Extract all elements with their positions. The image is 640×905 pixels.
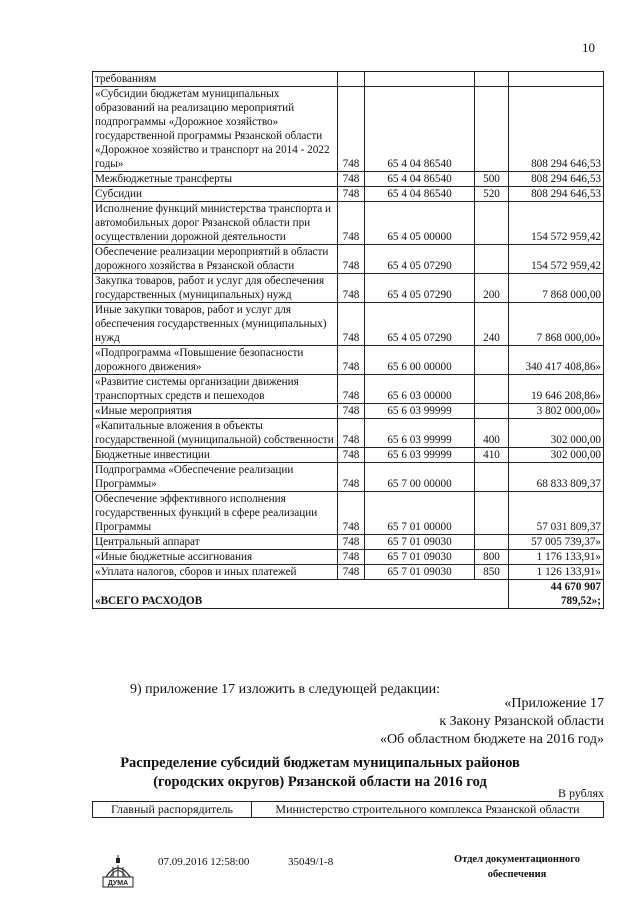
row-expense-type <box>475 404 509 419</box>
row-expense-type: 240 <box>475 303 509 346</box>
row-expense-type <box>475 202 509 245</box>
row-admin-code: 748 <box>338 535 365 550</box>
total-row <box>93 580 604 609</box>
row-amount: 808 294 646,53 <box>509 187 604 202</box>
row-name: «Субсидии бюджетам муниципальных образований на реализацию мероприятий подпрограммы «Дорожное хозяйство» государственной программы Рязанской области «Дорожное хозяйство и транспорт на 2014 - 2022 годы» <box>93 87 338 172</box>
row-name: Субсидии <box>93 187 338 202</box>
table-row <box>93 87 604 172</box>
row-admin-code: 748 <box>338 202 365 245</box>
distributor-table <box>92 801 604 818</box>
row-admin-code: 748 <box>338 448 365 463</box>
row-expense-type: 520 <box>475 187 509 202</box>
row-admin-code: 748 <box>338 187 365 202</box>
row-target-code: 65 7 00 00000 <box>365 463 475 492</box>
row-expense-type: 410 <box>475 448 509 463</box>
row-target-code: 65 7 01 09030 <box>365 550 475 565</box>
row-target-code: 65 6 00 00000 <box>365 346 475 375</box>
row-target-code: 65 4 05 07290 <box>365 274 475 303</box>
row-expense-type <box>475 72 509 87</box>
annex-law-reference: к Закону Рязанской области <box>439 714 604 729</box>
row-amount: 7 868 000,00 <box>509 274 604 303</box>
row-target-code: 65 6 03 99999 <box>365 448 475 463</box>
row-target-code: 65 4 04 86540 <box>365 87 475 172</box>
row-amount: 302 000,00 <box>509 419 604 448</box>
row-amount: 1 126 133,91» <box>509 565 604 580</box>
row-name: «Развитие системы организации движения транспортных средств и пешеходов <box>93 375 338 404</box>
row-expense-type: 850 <box>475 565 509 580</box>
table-row <box>93 448 604 463</box>
row-target-code: 65 4 05 07290 <box>365 245 475 274</box>
row-expense-type: 800 <box>475 550 509 565</box>
row-admin-code: 748 <box>338 346 365 375</box>
row-name: Закупка товаров, работ и услуг для обеспечения государственных (муниципальных) нужд <box>93 274 338 303</box>
table-row <box>93 375 604 404</box>
row-amount: 7 868 000,00» <box>509 303 604 346</box>
row-target-code: 65 4 04 86540 <box>365 172 475 187</box>
row-expense-type <box>475 87 509 172</box>
row-amount: 154 572 959,42 <box>509 245 604 274</box>
row-admin-code: 748 <box>338 172 365 187</box>
row-name: Центральный аппарат <box>93 535 338 550</box>
row-admin-code: 748 <box>338 87 365 172</box>
row-target-code: 65 4 04 86540 <box>365 187 475 202</box>
row-name: «Уплата налогов, сборов и иных платежей <box>93 565 338 580</box>
footer-department <box>442 852 592 882</box>
document-title-line-2: (городских округов) Рязанской области на 2016 год <box>153 774 487 790</box>
row-admin-code: 748 <box>338 375 365 404</box>
row-amount <box>509 72 604 87</box>
table-row <box>93 463 604 492</box>
row-expense-type <box>475 346 509 375</box>
table-row <box>93 274 604 303</box>
budget-table-body <box>93 72 604 609</box>
row-name: «Подпрограмма «Повышение безопасности дорожного движения» <box>93 346 338 375</box>
document-title-line-1: Распределение субсидий бюджетам муниципальных районов <box>120 755 520 771</box>
unit-note: В рублях <box>557 786 604 800</box>
total-label: «ВСЕГО РАСХОДОВ <box>93 580 509 609</box>
row-amount: 154 572 959,42 <box>509 202 604 245</box>
total-amount: 44 670 907 789,52»; <box>509 580 604 609</box>
table-row <box>93 303 604 346</box>
row-name: Подпрограмма «Обеспечение реализации Программы» <box>93 463 338 492</box>
row-amount: 57 031 809,37 <box>509 492 604 535</box>
row-target-code: 65 6 03 99999 <box>365 419 475 448</box>
row-target-code: 65 6 03 00000 <box>365 375 475 404</box>
row-expense-type: 500 <box>475 172 509 187</box>
row-amount: 68 833 809,37 <box>509 463 604 492</box>
row-admin-code: 748 <box>338 245 365 274</box>
row-admin-code: 748 <box>338 404 365 419</box>
table-row <box>93 72 604 87</box>
row-expense-type <box>475 492 509 535</box>
row-expense-type: 400 <box>475 419 509 448</box>
row-expense-type <box>475 375 509 404</box>
table-row <box>93 565 604 580</box>
row-target-code: 65 6 03 99999 <box>365 404 475 419</box>
footer-department-line-2: обеспечения <box>487 869 547 880</box>
distributor-value: Министерство строительного комплекса Рязанской области <box>252 802 604 818</box>
row-name: «Капитальные вложения в объекты государственной (муниципальной) собственности <box>93 419 338 448</box>
row-admin-code: 748 <box>338 492 365 535</box>
table-row <box>93 172 604 187</box>
row-target-code: 65 7 01 09030 <box>365 535 475 550</box>
table-row <box>93 404 604 419</box>
row-admin-code <box>338 72 365 87</box>
row-admin-code: 748 <box>338 463 365 492</box>
table-row <box>93 550 604 565</box>
row-amount: 302 000,00 <box>509 448 604 463</box>
row-name: Межбюджетные трансферты <box>93 172 338 187</box>
footer-document-id: 35049/1-8 <box>288 856 334 868</box>
row-name: Бюджетные инвестиции <box>93 448 338 463</box>
row-expense-type <box>475 463 509 492</box>
distributor-row <box>93 802 604 818</box>
row-name: Обеспечение эффективного исполнения государственных функций в сфере реализации Программы <box>93 492 338 535</box>
row-amount: 57 005 739,37» <box>509 535 604 550</box>
table-row <box>93 346 604 375</box>
row-expense-type: 200 <box>475 274 509 303</box>
footer-department-line-1: Отдел документационного <box>453 854 581 865</box>
emblem-text: ДУМА <box>107 880 129 887</box>
document-title <box>0 754 640 792</box>
row-name: «Иные бюджетные ассигнования <box>93 550 338 565</box>
row-expense-type <box>475 535 509 550</box>
row-target-code: 65 7 01 00000 <box>365 492 475 535</box>
table-row <box>93 535 604 550</box>
page-number: 10 <box>582 40 595 55</box>
annex-budget-reference: «Об областном бюджете на 2016 год» <box>380 732 604 747</box>
row-name: требованиям <box>93 72 338 87</box>
table-row <box>93 187 604 202</box>
row-admin-code: 748 <box>338 419 365 448</box>
budget-table <box>92 71 604 609</box>
row-name: Иные закупки товаров, работ и услуг для обеспечения государственных (муниципальных) нужд <box>93 303 338 346</box>
row-target-code <box>365 72 475 87</box>
row-target-code: 65 4 05 00000 <box>365 202 475 245</box>
row-expense-type <box>475 245 509 274</box>
row-target-code: 65 4 05 07290 <box>365 303 475 346</box>
row-amount: 808 294 646,53 <box>509 172 604 187</box>
table-row <box>93 245 604 274</box>
table-row <box>93 202 604 245</box>
row-name: Обеспечение реализации мероприятий в области дорожного хозяйства в Рязанской области <box>93 245 338 274</box>
row-amount: 19 646 208,86» <box>509 375 604 404</box>
duma-emblem-icon <box>100 853 136 889</box>
table-row <box>93 492 604 535</box>
amendment-instruction: 9) приложение 17 изложить в следующей редакции: <box>130 682 440 697</box>
row-amount: 340 417 408,86» <box>509 346 604 375</box>
table-row <box>93 419 604 448</box>
distributor-label: Главный распорядитель <box>93 802 252 818</box>
row-admin-code: 748 <box>338 565 365 580</box>
row-amount: 3 802 000,00» <box>509 404 604 419</box>
row-amount: 1 176 133,91» <box>509 550 604 565</box>
row-admin-code: 748 <box>338 303 365 346</box>
row-name: «Иные мероприятия <box>93 404 338 419</box>
footer-datetime: 07.09.2016 12:58:00 <box>158 856 250 868</box>
row-amount: 808 294 646,53 <box>509 87 604 172</box>
row-target-code: 65 7 01 09030 <box>365 565 475 580</box>
annex-title: «Приложение 17 <box>504 696 604 711</box>
row-admin-code: 748 <box>338 274 365 303</box>
row-name: Исполнение функций министерства транспорта и автомобильных дорог Рязанской области при осуществлении дорожной деятельности <box>93 202 338 245</box>
row-admin-code: 748 <box>338 550 365 565</box>
